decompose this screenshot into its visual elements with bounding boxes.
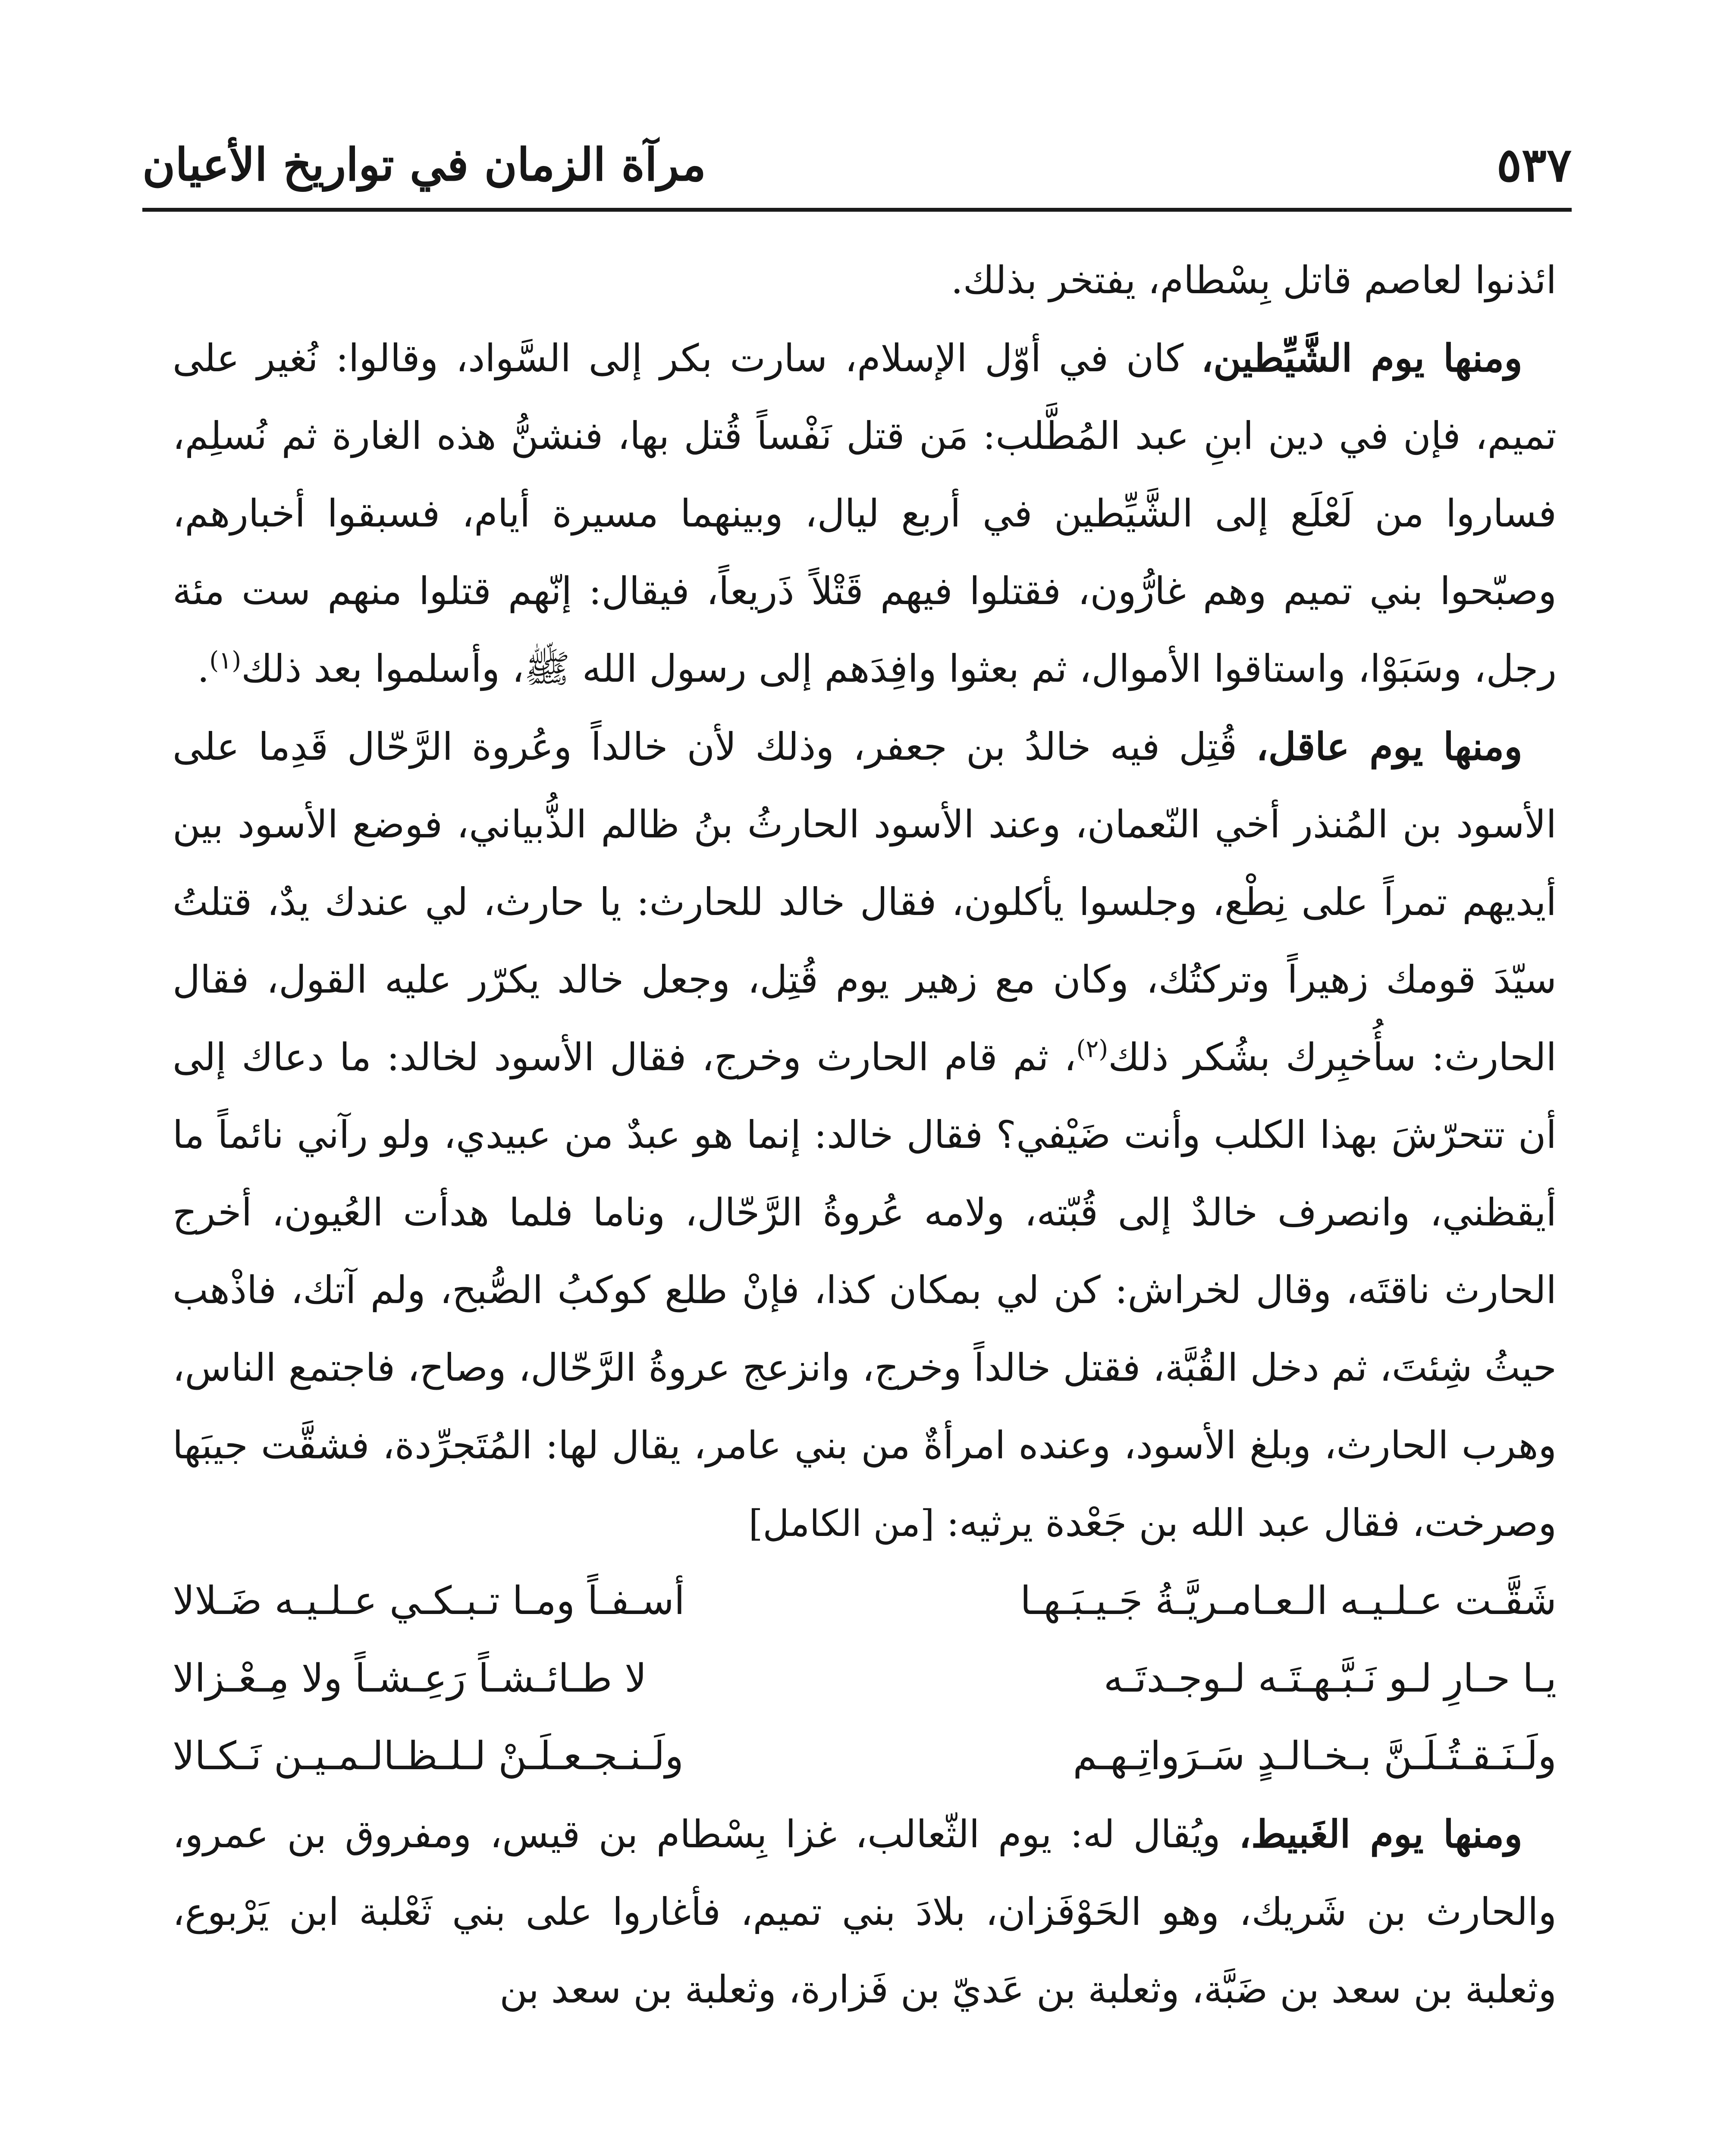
paragraph bbox=[173, 708, 1557, 1562]
meter-label: [من الكامل] bbox=[748, 1502, 935, 1545]
paragraph-text: ائذنوا لعاصم قاتل بِسْطام، يفتخر بذلك. bbox=[951, 258, 1557, 302]
hemistich-first: شَقَّـت عـلـيـه الـعـامـريَّـةُ جَـيـبَـهـا bbox=[1020, 1578, 1557, 1623]
paragraph bbox=[173, 1795, 1557, 2028]
section-keyword: ومنها يوم عاقل، bbox=[1256, 724, 1523, 769]
running-title: مرآة الزمان في تواريخ الأعيان bbox=[142, 138, 706, 191]
header-rule bbox=[142, 208, 1572, 212]
paragraph-text: قُتِل فيه خالدُ بن جعفر، وذلك لأن خالداً وعُروة الرَّحّال قَدِما على الأسود بن المُنذر أخي النّعمان، وعند الأسود الحارثُ بنُ ظالم الذُّبياني، فوضع الأسود بين أيديهم تمراً على نِطْع، وجلسوا يأكلون، فقال خالد للحارث: يا حارث، لي عندك يدٌ، قتلتُ سيّدَ قومك زهيراً وتركتُك، وكان مع زهير يوم قُتِل، وجعل خالد يكرّر عليه القول، فقال الحارث: سأُخبِرك بشُكر ذلك bbox=[173, 724, 1557, 1079]
paragraph-text: ، ثم قام الحارث وخرج، فقال الأسود لخالد: ما دعاك إلى أن تتحرّشَ بهذا الكلب وأنت ضَيْفي؟ فقال خالد: إنما هو عبدٌ من عبيدي، ولو رآني نائماً ما أيقظني، وانصرف خالدٌ إلى قُبّته، ولامه عُروةُ الرَّحّال، وناما فلما هدأت العُيون، أخرج الحارث ناقتَه، وقال لخراش: كن لي بمكان كذا، فإنْ طلع كوكبُ الصُّبح، ولم آتك، فاذْهب حيثُ شِئتَ، ثم دخل القُبَّة، فقتل خالداً وخرج، وانزعج عروةُ الرَّحّال، وصاح، فاجتمع الناس، وهرب الحارث، وبلغ الأسود، وعنده امرأةٌ من بني عامر، يقال لها: المُتَجرِّدة، فشقَّت جيبَها وصرخت، فقال عبد الله بن جَعْدة يرثيه: bbox=[173, 1035, 1557, 1545]
footnote-reference[interactable]: (٢) bbox=[1076, 1035, 1108, 1063]
section-keyword: ومنها يوم الغَبيط، bbox=[1239, 1811, 1523, 1856]
paragraph-text: كان في أوّل الإسلام، سارت بكر إلى السَّواد، وقالوا: نُغير على تميم، فإن في دين ابنِ عبد المُطَّلب: مَن قتل نَفْساً قُتل بها، فنشنُّ هذه الغارة ثم نُسلِم، فساروا من لَعْلَع إلى الشَّيِّطين في أربع ليال، وبينهما مسيرة أيام، فسبقوا أخبارهم، وصبّحوا بني تميم وهم غارُّون، فقتلوا فيهم قَتْلاً ذَريعاً، فيقال: إنّهم قتلوا منهم ست مئة رجل، وسَبَوْا، واستاقوا الأموال، ثم بعثوا وافِدَهم إلى رسول الله ﷺ، وأسلموا بعد ذلك bbox=[173, 336, 1557, 691]
paragraph bbox=[173, 241, 1557, 319]
footnote-reference[interactable]: (١) bbox=[209, 646, 242, 675]
page-header bbox=[142, 129, 1572, 194]
paragraph-text: . bbox=[197, 646, 210, 691]
hemistich-second: ولَـنـجـعـلَـنْ لـلـظـالـمـيـن نَـكـالا bbox=[173, 1733, 684, 1779]
poem-verse bbox=[173, 1717, 1557, 1795]
paragraph bbox=[173, 319, 1557, 708]
poem-verse bbox=[173, 1640, 1557, 1717]
section-keyword: ومنها يوم الشَّيِّطين، bbox=[1201, 335, 1523, 380]
poem-verse bbox=[173, 1562, 1557, 1640]
hemistich-first: يـا حـارِ لـو نَـبَّـهـتَـه لـوجـدتَـه bbox=[1103, 1656, 1557, 1701]
hemistich-second: لا طـائـشـاً رَعِـشـاً ولا مِـعْـزالا bbox=[173, 1656, 647, 1701]
poem bbox=[173, 1562, 1557, 1795]
main-text bbox=[173, 241, 1557, 2130]
hemistich-first: ولَـنَـقـتُـلَـنَّ بـخـالـدٍ سَـرَواتِـهـم bbox=[1073, 1733, 1557, 1779]
hemistich-second: أسـفـاً ومـا تـبـكـي عـلـيـه ضَـلالا bbox=[173, 1578, 685, 1623]
paragraph-text: ويُقال له: يوم الثّعالب، غزا بِسْطام بن قيس، ومفروق بن عمرو، والحارث بن شَريك، وهو الحَوْفَزان، بلادَ بني تميم، فأغاروا على بني ثَعْلبة ابن يَرْبوع، وثعلبة بن سعد بن ضَبَّة، وثعلبة بن عَديّ بن فَزارة، وثعلبة بن سعد بن bbox=[173, 1812, 1557, 2012]
page-number: ٥٣٧ bbox=[1496, 138, 1572, 192]
